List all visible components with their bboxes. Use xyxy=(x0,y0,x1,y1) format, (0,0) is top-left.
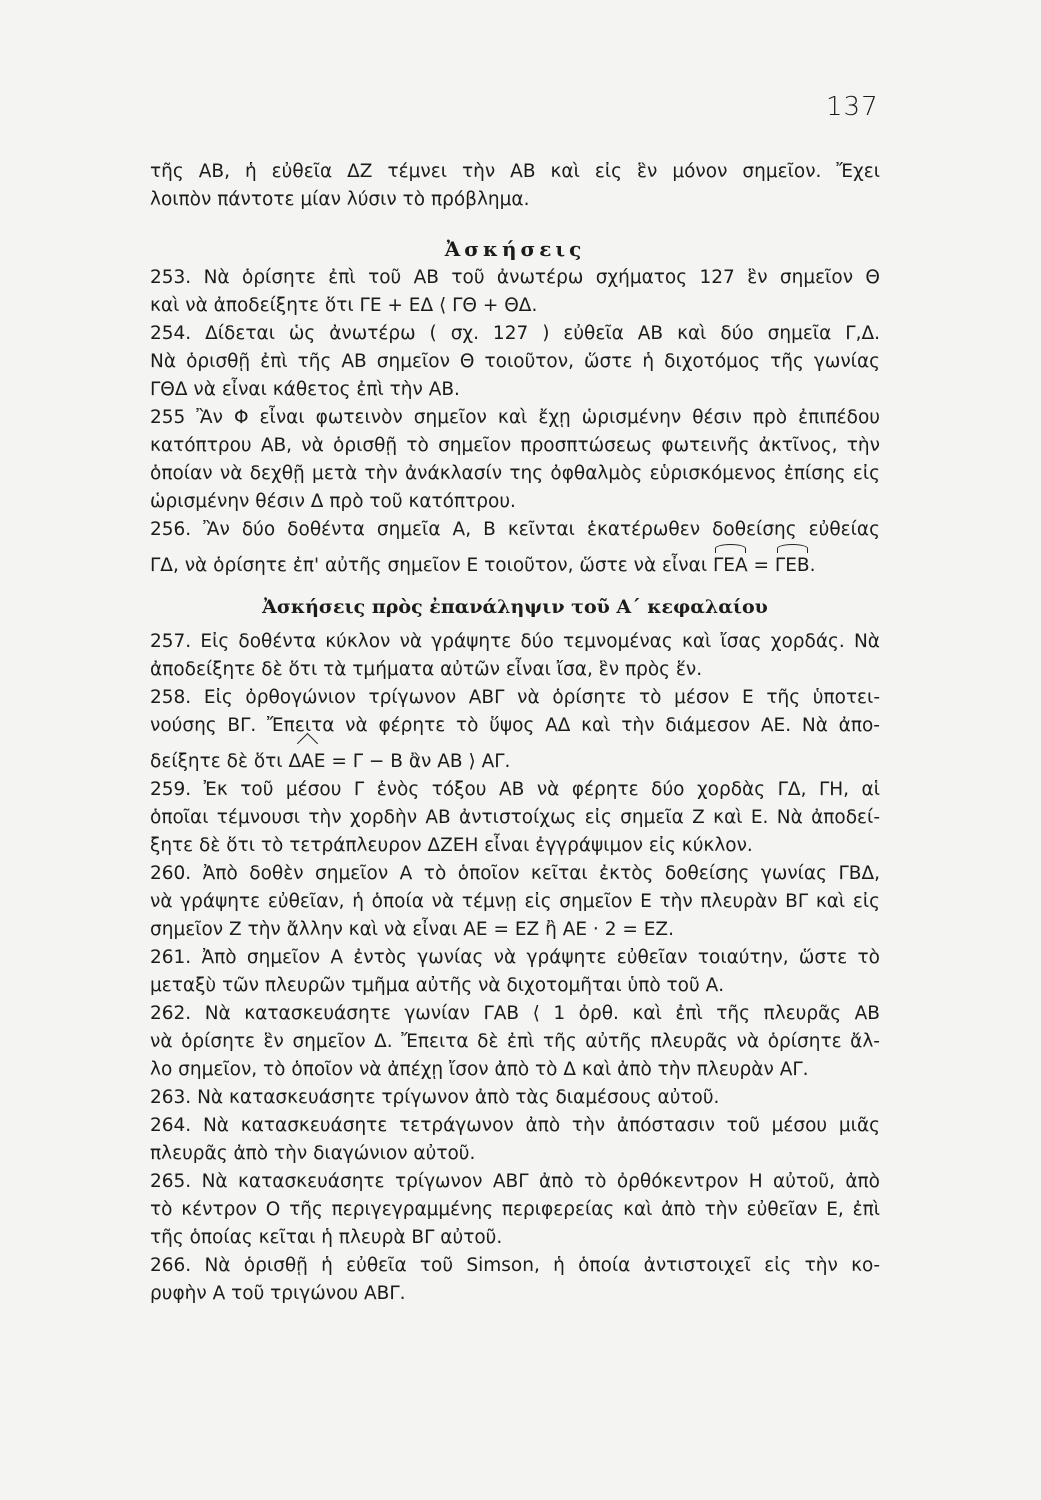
spacer xyxy=(150,544,880,552)
exercise-266-line: ρυφὴν Α τοῦ τριγώνου ΑΒΓ. xyxy=(150,1283,406,1304)
exercise-264-line: 264. Νὰ κατασκευάσητε τετράγωνον ἀπὸ τὴν ἀπόστασιν τοῦ μέσου μιᾶς xyxy=(150,1115,880,1136)
exercise-256-line: 256. Ἂν δύο δοθέντα σημεῖα Α, Β κεῖνται ἑκατέρωθεν δοθείσης εὐθείας xyxy=(150,519,880,540)
text-line: τῆς ΑΒ, ἡ εὐθεῖα ΔΖ τέμνει τὴν ΑΒ καὶ εἰς ἓν μόνον σημεῖον. Ἔχει xyxy=(150,161,880,182)
exercise-255-line: ὡρισμένην θέσιν Δ πρὸ τοῦ κατόπτρου. xyxy=(150,491,516,512)
text-fragment: δείξητε δὲ ὅτι xyxy=(150,751,289,772)
exercise-255-line: 255 Ἂν Φ εἶναι φωτεινὸν σημεῖον καὶ ἔχῃ ὡρισμένην θέσιν πρὸ ἐπιπέδου xyxy=(150,407,880,428)
section-heading-exercises: Ἀσκήσεις xyxy=(444,237,586,261)
exercise-258-line: νούσης ΒΓ. Ἔπειτα νὰ φέρητε τὸ ὕψος ΑΔ καὶ τὴν διάμεσον ΑΕ. Νὰ ἀπο- xyxy=(150,715,880,736)
exercise-266-line: 266. Νὰ ὁρισθῇ ἡ εὐθεῖα τοῦ Simson, ἡ ὁποία ἀντιστοιχεῖ εἰς τὴν κο- xyxy=(150,1255,880,1276)
exercise-258-line: 258. Εἰς ὀρθογώνιον τρίγωνον ΑΒΓ νὰ ὁρίσητε τὸ μέσον Ε τῆς ὑποτει- xyxy=(150,687,880,708)
exercise-259-line: ὁποῖαι τέμνουσι τὴν χορδὴν ΑΒ ἀντιστοίχως εἰς σημεῖα Ζ καὶ Ε. Νὰ ἀποδεί- xyxy=(150,807,880,828)
arc-angle-gea: ΓΕΑ xyxy=(713,552,748,580)
exercise-260-line: σημεῖον Ζ τὴν ἄλλην καὶ νὰ εἶναι ΑΕ = ΕΖ ἢ ΑΕ · 2 = ΕΖ. xyxy=(150,919,674,940)
text-fragment: . xyxy=(809,555,816,576)
page-body xyxy=(150,158,880,1308)
exercise-264-line: πλευρᾶς ἀπὸ τὴν διαγώνιον αὐτοῦ. xyxy=(150,1143,476,1164)
exercise-254-line: Νὰ ὁρισθῇ ἐπὶ τῆς ΑΒ σημεῖον Θ τοιοῦτον, ὥστε ἡ διχοτόμος τῆς γωνίας xyxy=(150,351,880,372)
exercise-259-line: 259. Ἐκ τοῦ μέσου Γ ἑνὸς τόξου ΑΒ νὰ φέρητε δύο χορδὰς ΓΔ, ΓΗ, αἱ xyxy=(150,779,880,800)
exercise-260-line: νὰ γράψητε εὐθεῖαν, ἡ ὁποία νὰ τέμνῃ εἰς σημεῖον Ε τὴν πλευρὰν ΒΓ καὶ εἰς xyxy=(150,891,880,912)
exercise-261-line: 261. Ἀπὸ σημεῖον Α ἐντὸς γωνίας νὰ γράψητε εὐθεῖαν τοιαύτην, ὥστε τὸ xyxy=(150,947,880,968)
angle-dae: ΔΑΕ xyxy=(288,748,325,776)
exercise-262-line: λο σημεῖον, τὸ ὁποῖον νὰ ἀπέχῃ ἴσον ἀπὸ τὸ Δ καὶ ἀπὸ τὴν πλευρὰν ΑΓ. xyxy=(150,1059,809,1080)
exercise-256-line xyxy=(150,552,880,580)
section-heading-review: Ἀσκήσεις πρὸς ἐπανάληψιν τοῦ Α΄ κεφαλαίου xyxy=(262,596,768,618)
exercise-255-line: κατόπτρου ΑΒ, νὰ ὁρισθῇ τὸ σημεῖον προσπτώσεως φωτεινῆς ἀκτῖνος, τὴν xyxy=(150,435,880,456)
exercise-261-line: μεταξὺ τῶν πλευρῶν τμῆμα αὐτῆς νὰ διχοτομῆται ὑπὸ τοῦ Α. xyxy=(150,975,725,996)
arc-angle-geb: ΓΕΒ xyxy=(775,552,810,580)
exercise-265-line: τῆς ὁποίας κεῖται ἡ πλευρὰ ΒΓ αὐτοῦ. xyxy=(150,1227,503,1248)
text-fragment: = Γ − Β ἂν ΑΒ ⟩ ΑΓ. xyxy=(325,751,511,772)
exercise-262-line: 262. Νὰ κατασκευάσητε γωνίαν ΓΑΒ ⟨ 1 ὀρθ. καὶ ἐπὶ τῆς πλευρᾶς ΑΒ xyxy=(150,1003,880,1024)
exercise-254-line: 254. Δίδεται ὡς ἀνωτέρω ( σχ. 127 ) εὐθεῖα ΑΒ καὶ δύο σημεῖα Γ,Δ. xyxy=(150,323,880,344)
text-line: λοιπὸν πάντοτε μίαν λύσιν τὸ πρόβλημα. xyxy=(150,189,530,210)
exercise-262-line: νὰ ὁρίσητε ἓν σημεῖον Δ. Ἔπειτα δὲ ἐπὶ τῆς αὐτῆς πλευρᾶς νὰ ὁρίσητε ἄλ- xyxy=(150,1031,880,1052)
spacer xyxy=(150,740,880,748)
exercise-265-line: 265. Νὰ κατασκευάσητε τρίγωνον ΑΒΓ ἀπὸ τὸ ὀρθόκεντρον Η αὐτοῦ, ἀπὸ xyxy=(150,1171,880,1192)
exercise-263-line: 263. Νὰ κατασκευάσητε τρίγωνον ἀπὸ τὰς διαμέσους αὐτοῦ. xyxy=(150,1087,720,1108)
text-fragment: ΓΔ, νὰ ὁρίσητε ἐπ' αὐτῆς σημεῖον Ε τοιοῦτον, ὥστε νὰ εἶναι xyxy=(150,555,713,576)
exercise-260-line: 260. Ἀπὸ δοθὲν σημεῖον Α τὸ ὁποῖον κεῖται ἐκτὸς δοθείσης γωνίας ΓΒΔ, xyxy=(150,863,880,884)
exercise-253-line: 253. Νὰ ὁρίσητε ἐπὶ τοῦ ΑΒ τοῦ ἀνωτέρω σχήματος 127 ἓν σημεῖον Θ xyxy=(150,267,880,288)
page-number: 137 xyxy=(826,92,879,122)
exercise-259-line: ξητε δὲ ὅτι τὸ τετράπλευρον ΔΖΕΗ εἶναι ἐγγράψιμον εἰς κύκλον. xyxy=(150,835,753,856)
exercise-257-line: ἀποδείξητε δὲ ὅτι τὰ τμήματα αὐτῶν εἶναι ἴσα, ἓν πρὸς ἕν. xyxy=(150,659,703,680)
exercise-255-line: ὁποίαν νὰ δεχθῇ μετὰ τὴν ἀνάκλασίν της ὀφθαλμὸς εὑρισκόμενος ἐπίσης εἰς xyxy=(150,463,880,484)
exercise-253-line: καὶ νὰ ἀποδείξητε ὅτι ΓΕ + ΕΔ ⟨ ΓΘ + ΘΔ. xyxy=(150,295,538,316)
exercise-265-line: τὸ κέντρον Ο τῆς περιγεγραμμένης περιφερείας καὶ ἀπὸ τὴν εὐθεῖαν Ε, ἐπὶ xyxy=(150,1199,880,1220)
equals-sign: = xyxy=(747,555,775,576)
exercise-258-line xyxy=(150,748,880,776)
exercise-257-line: 257. Εἰς δοθέντα κύκλον νὰ γράψητε δύο τεμνομένας καὶ ἴσας χορδάς. Νὰ xyxy=(150,631,880,652)
exercise-254-line: ΓΘΔ νὰ εἶναι κάθετος ἐπὶ τὴν ΑΒ. xyxy=(150,379,460,400)
